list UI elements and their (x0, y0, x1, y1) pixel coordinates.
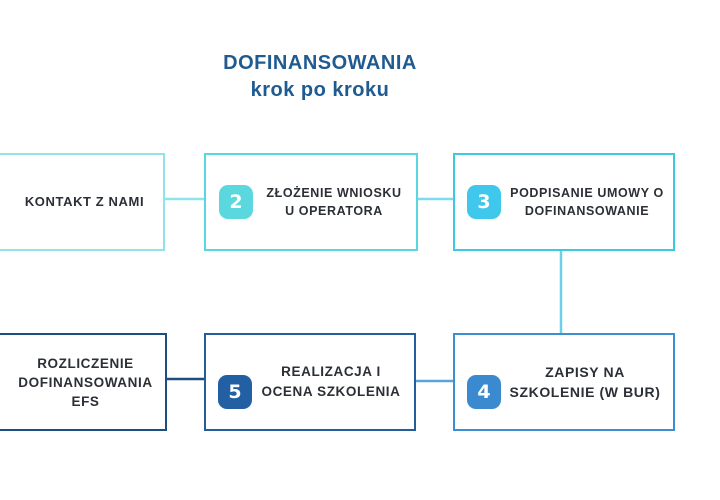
step-5-box (204, 333, 416, 431)
step-4-label: ZAPISY NA SZKOLENIE (W BUR) (509, 364, 661, 400)
step-1-label: KONTAKT Z NAMI (24, 194, 145, 209)
step-2-box (204, 153, 418, 251)
title-line-1: DOFINANSOWANIA (223, 52, 417, 74)
step-4-badge: 4 (467, 375, 501, 409)
step-1-box (0, 153, 165, 251)
step-3-box (453, 153, 675, 251)
step-5-label: REALIZACJA I OCENA SZKOLENIA (261, 364, 401, 399)
step-5-badge: 5 (218, 375, 252, 409)
title-line-2: krok po kroku (250, 79, 390, 101)
step-4-box (453, 333, 675, 431)
step-3-label: PODPISANIE UMOWY O DOFINANSOWANIE (510, 186, 664, 218)
step-3-badge: 3 (467, 185, 501, 219)
step-6-label: ROZLICZENIE DOFINANSOWANIA EFS (18, 355, 153, 409)
step-2-label: ZŁOŻENIE WNIOSKU U OPERATORA (266, 186, 402, 218)
step-6-box (0, 333, 167, 431)
step-2-badge: 2 (219, 185, 253, 219)
